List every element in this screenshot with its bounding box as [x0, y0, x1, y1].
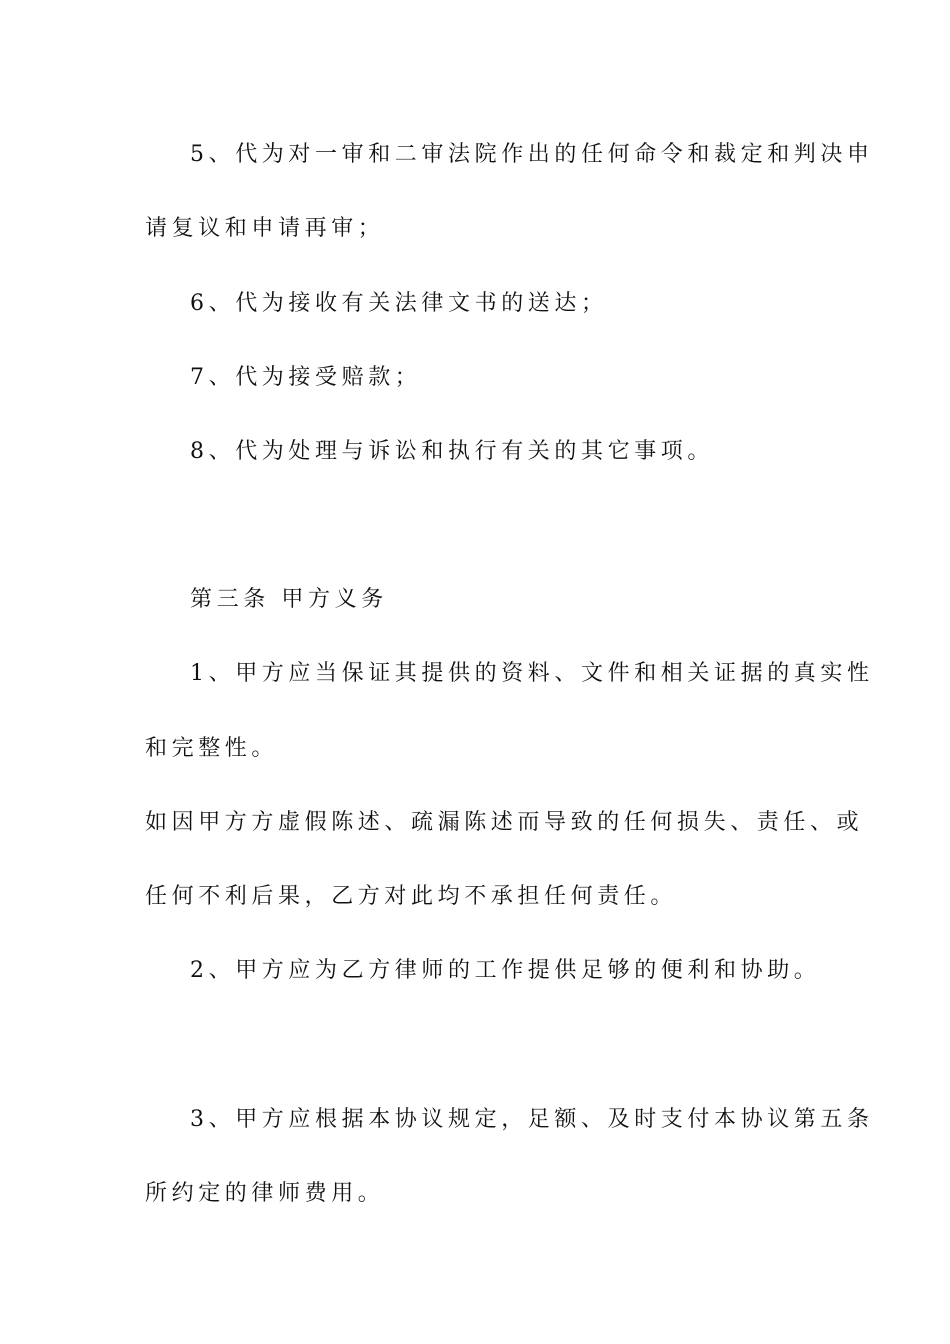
obligation-1-line-4: 任何不利后果，乙方对此均不承担任何责任。: [145, 884, 678, 909]
obligation-1-line-2: 和完整性。: [145, 736, 279, 761]
clause-item-5-line-2: 请复议和申请再审；: [145, 216, 385, 241]
clause-item-6: 6、代为接收有关法律文书的送达；: [190, 291, 608, 316]
clause-item-8: 8、代为处理与诉讼和执行有关的其它事项。: [190, 439, 714, 464]
section-heading: 第三条 甲方义务: [190, 587, 388, 612]
obligation-1-line-3: 如因甲方方虚假陈述、疏漏陈述而导致的任何损失、责任、或: [145, 810, 864, 835]
obligation-3-line-1: 3、甲方应根据本协议规定，足额、及时支付本协议第五条: [190, 1107, 874, 1132]
clause-item-5-line-1: 5、代为对一审和二审法院作出的任何命令和裁定和判决申: [190, 142, 874, 167]
obligation-3-line-2: 所约定的律师费用。: [145, 1181, 385, 1206]
obligation-1-line-1: 1、甲方应当保证其提供的资料、文件和相关证据的真实性: [190, 661, 874, 686]
clause-item-7: 7、代为接受赔款；: [190, 365, 422, 390]
obligation-2: 2、甲方应为乙方律师的工作提供足够的便利和协助。: [190, 958, 821, 983]
